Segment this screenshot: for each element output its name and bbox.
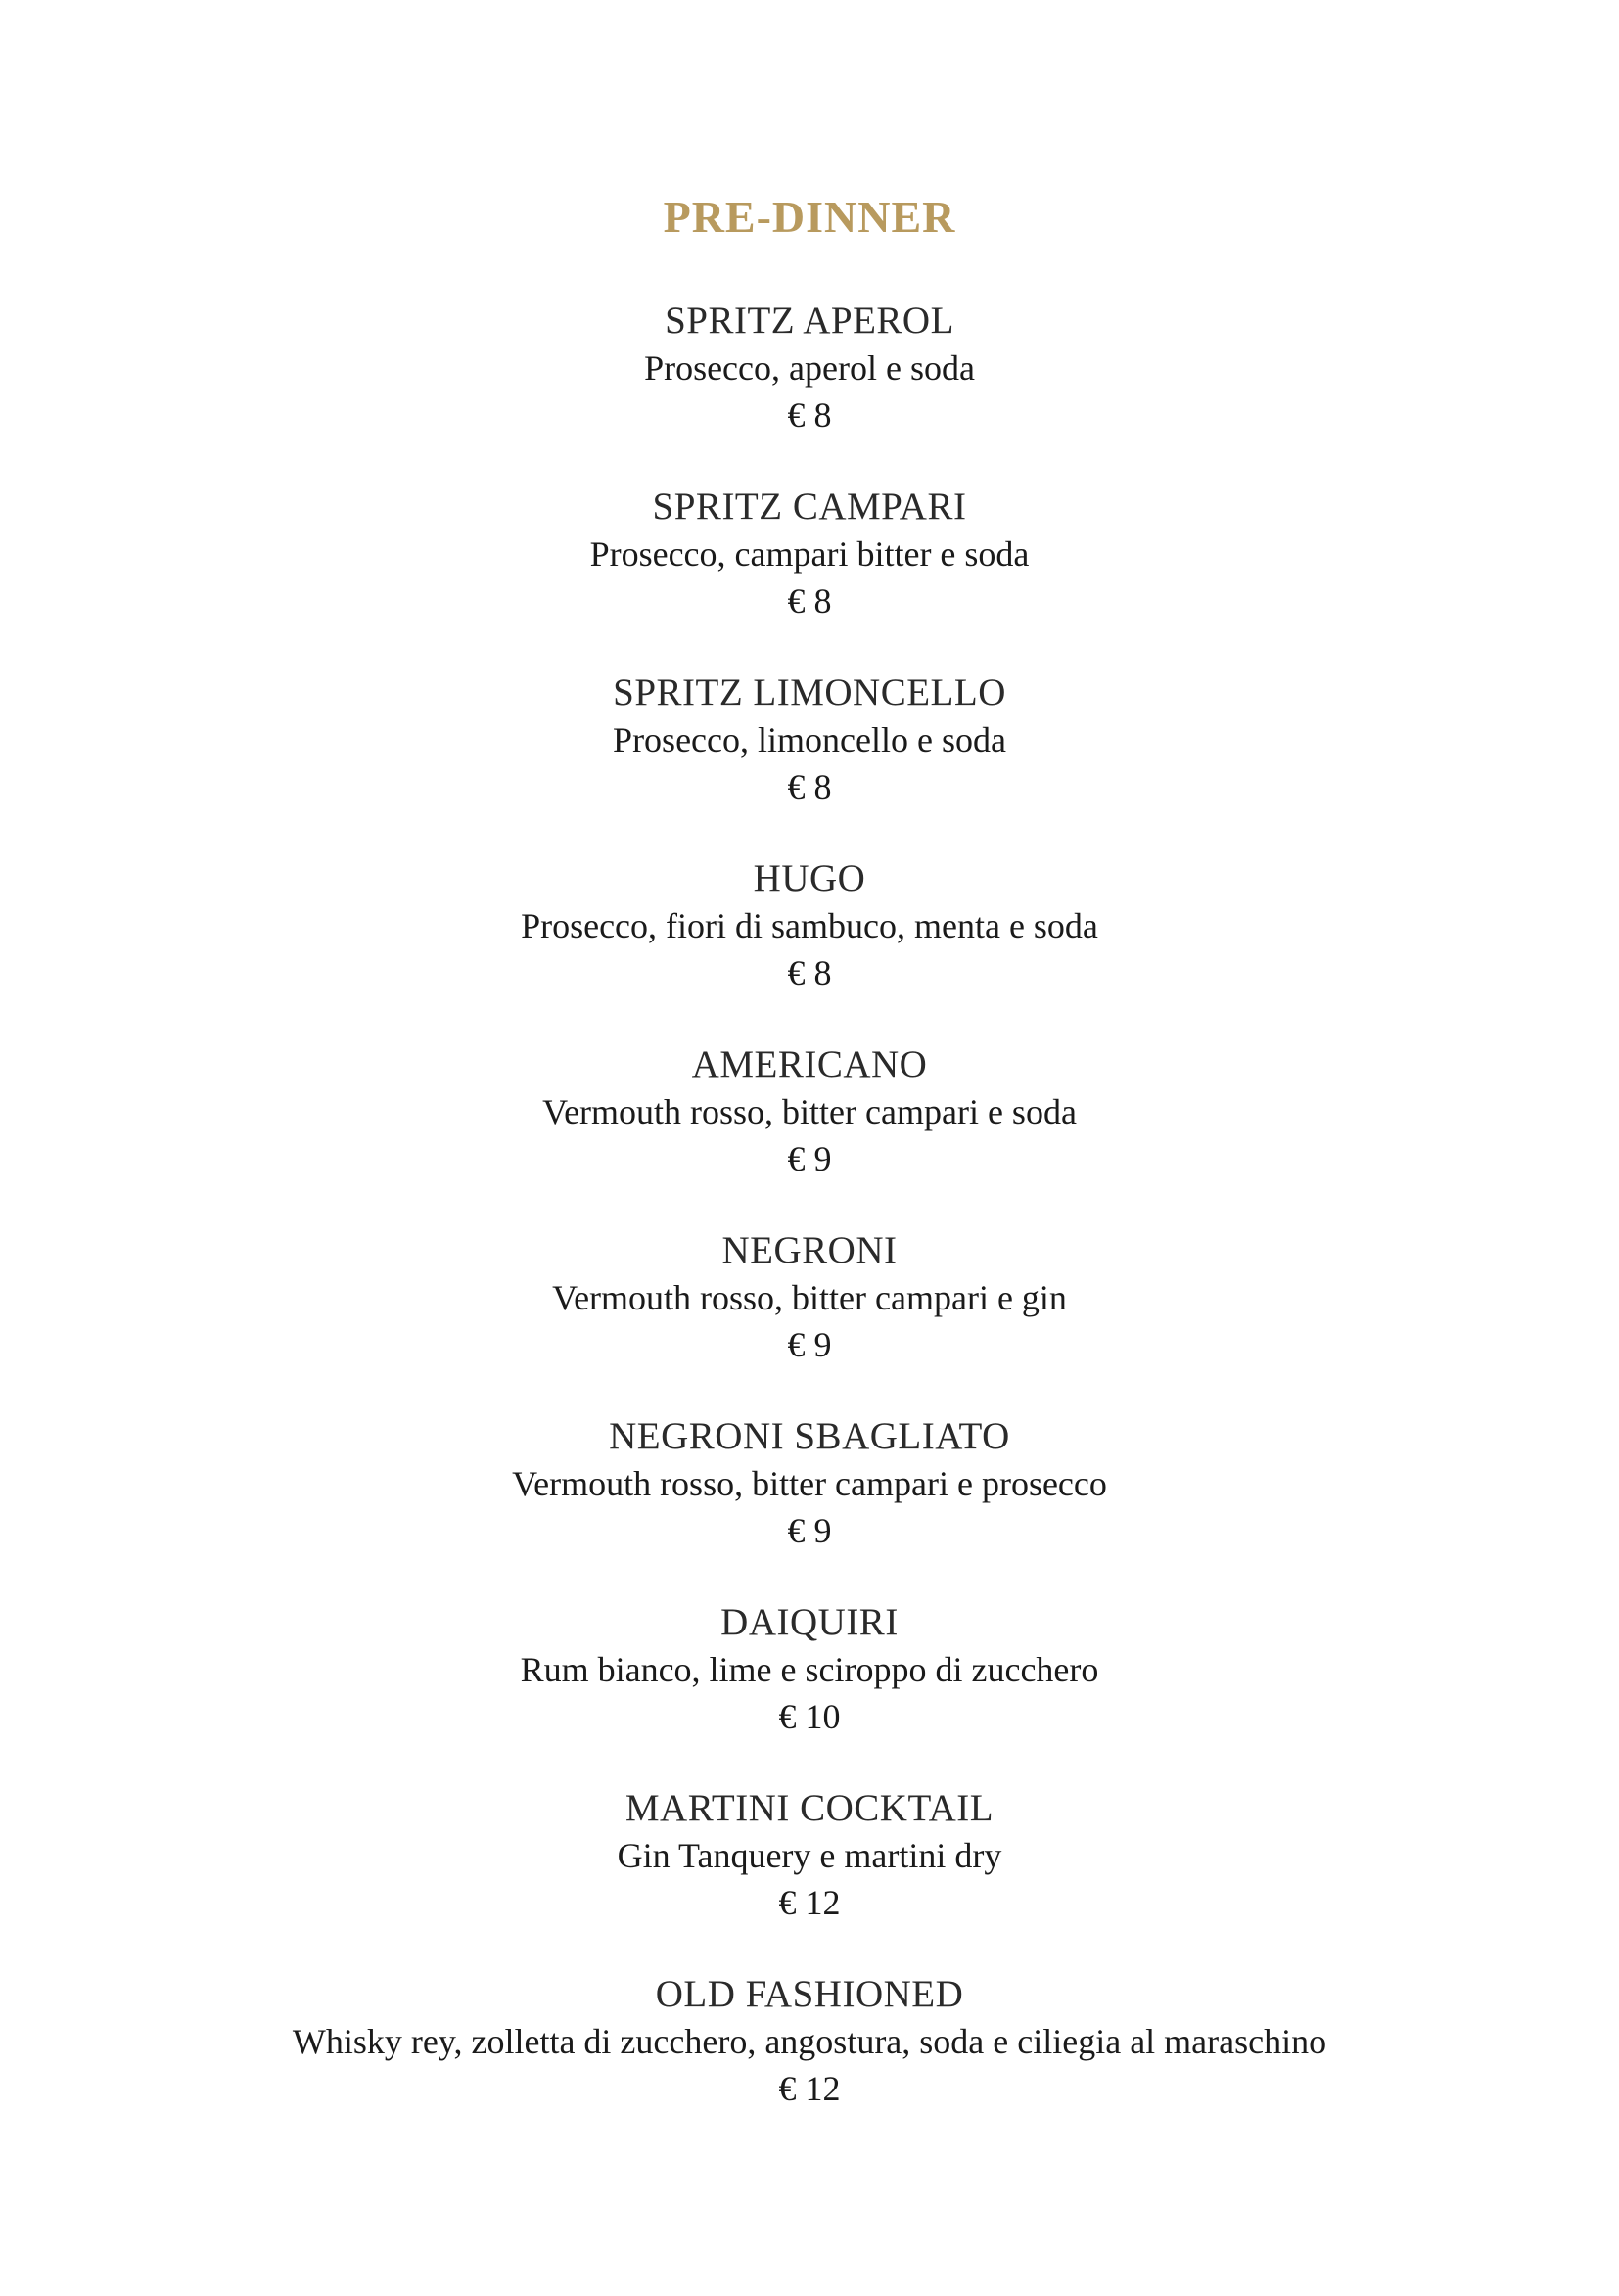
item-name: NEGRONI — [721, 1229, 898, 1271]
item-description: Prosecco, fiori di sambuco, menta e soda — [521, 906, 1098, 945]
item-price: € 8 — [787, 767, 832, 806]
item-description: Gin Tanquery e martini dry — [617, 1836, 1002, 1875]
item-name: MARTINI COCKTAIL — [624, 1787, 995, 1829]
menu-item-hugo — [0, 855, 1619, 1041]
item-price: € 8 — [787, 953, 832, 992]
item-description: Whisky rey, zolletta di zucchero, angostura, soda e ciliegia al maraschino — [292, 2022, 1327, 2061]
menu-item-spritz-limoncello — [0, 669, 1619, 855]
item-description: Vermouth rosso, bitter campari e prosecco — [512, 1464, 1107, 1503]
item-price: € 9 — [787, 1325, 832, 1364]
item-description: Vermouth rosso, bitter campari e soda — [542, 1092, 1077, 1131]
menu-item-spritz-aperol — [0, 298, 1619, 483]
menu-item-americano — [0, 1041, 1619, 1227]
item-name: NEGRONI SBAGLIATO — [609, 1415, 1010, 1457]
item-price: € 12 — [778, 1883, 841, 1922]
menu-item-old-fashioned — [0, 1971, 1619, 2157]
section-title: PRE-DINNER — [663, 192, 956, 242]
item-description: Vermouth rosso, bitter campari e gin — [552, 1278, 1067, 1317]
item-name: SPRITZ LIMONCELLO — [613, 671, 1006, 713]
item-price: € 12 — [778, 2069, 841, 2108]
menu-item-spritz-campari — [0, 483, 1619, 669]
item-name: SPRITZ CAMPARI — [652, 485, 967, 528]
item-description: Prosecco, aperol e soda — [644, 348, 975, 388]
menu-item-negroni-sbagliato — [0, 1413, 1619, 1599]
item-description: Prosecco, limoncello e soda — [613, 720, 1006, 759]
menu-item-daiquiri — [0, 1599, 1619, 1785]
item-name: OLD FASHIONED — [655, 1973, 964, 2015]
menu-item-negroni — [0, 1227, 1619, 1413]
item-name: AMERICANO — [691, 1043, 928, 1085]
item-description: Rum bianco, lime e sciroppo di zucchero — [520, 1650, 1099, 1689]
item-name: SPRITZ APEROL — [665, 299, 954, 342]
item-price: € 8 — [787, 395, 832, 435]
item-price: € 10 — [778, 1697, 841, 1736]
item-price: € 8 — [787, 581, 832, 620]
item-price: € 9 — [787, 1511, 832, 1550]
item-name: HUGO — [753, 857, 866, 899]
item-price: € 9 — [787, 1139, 832, 1178]
item-description: Prosecco, campari bitter e soda — [589, 534, 1030, 574]
menu-item-martini-cocktail — [0, 1785, 1619, 1971]
menu-items-list — [0, 298, 1619, 2157]
item-name: DAIQUIRI — [720, 1601, 899, 1643]
